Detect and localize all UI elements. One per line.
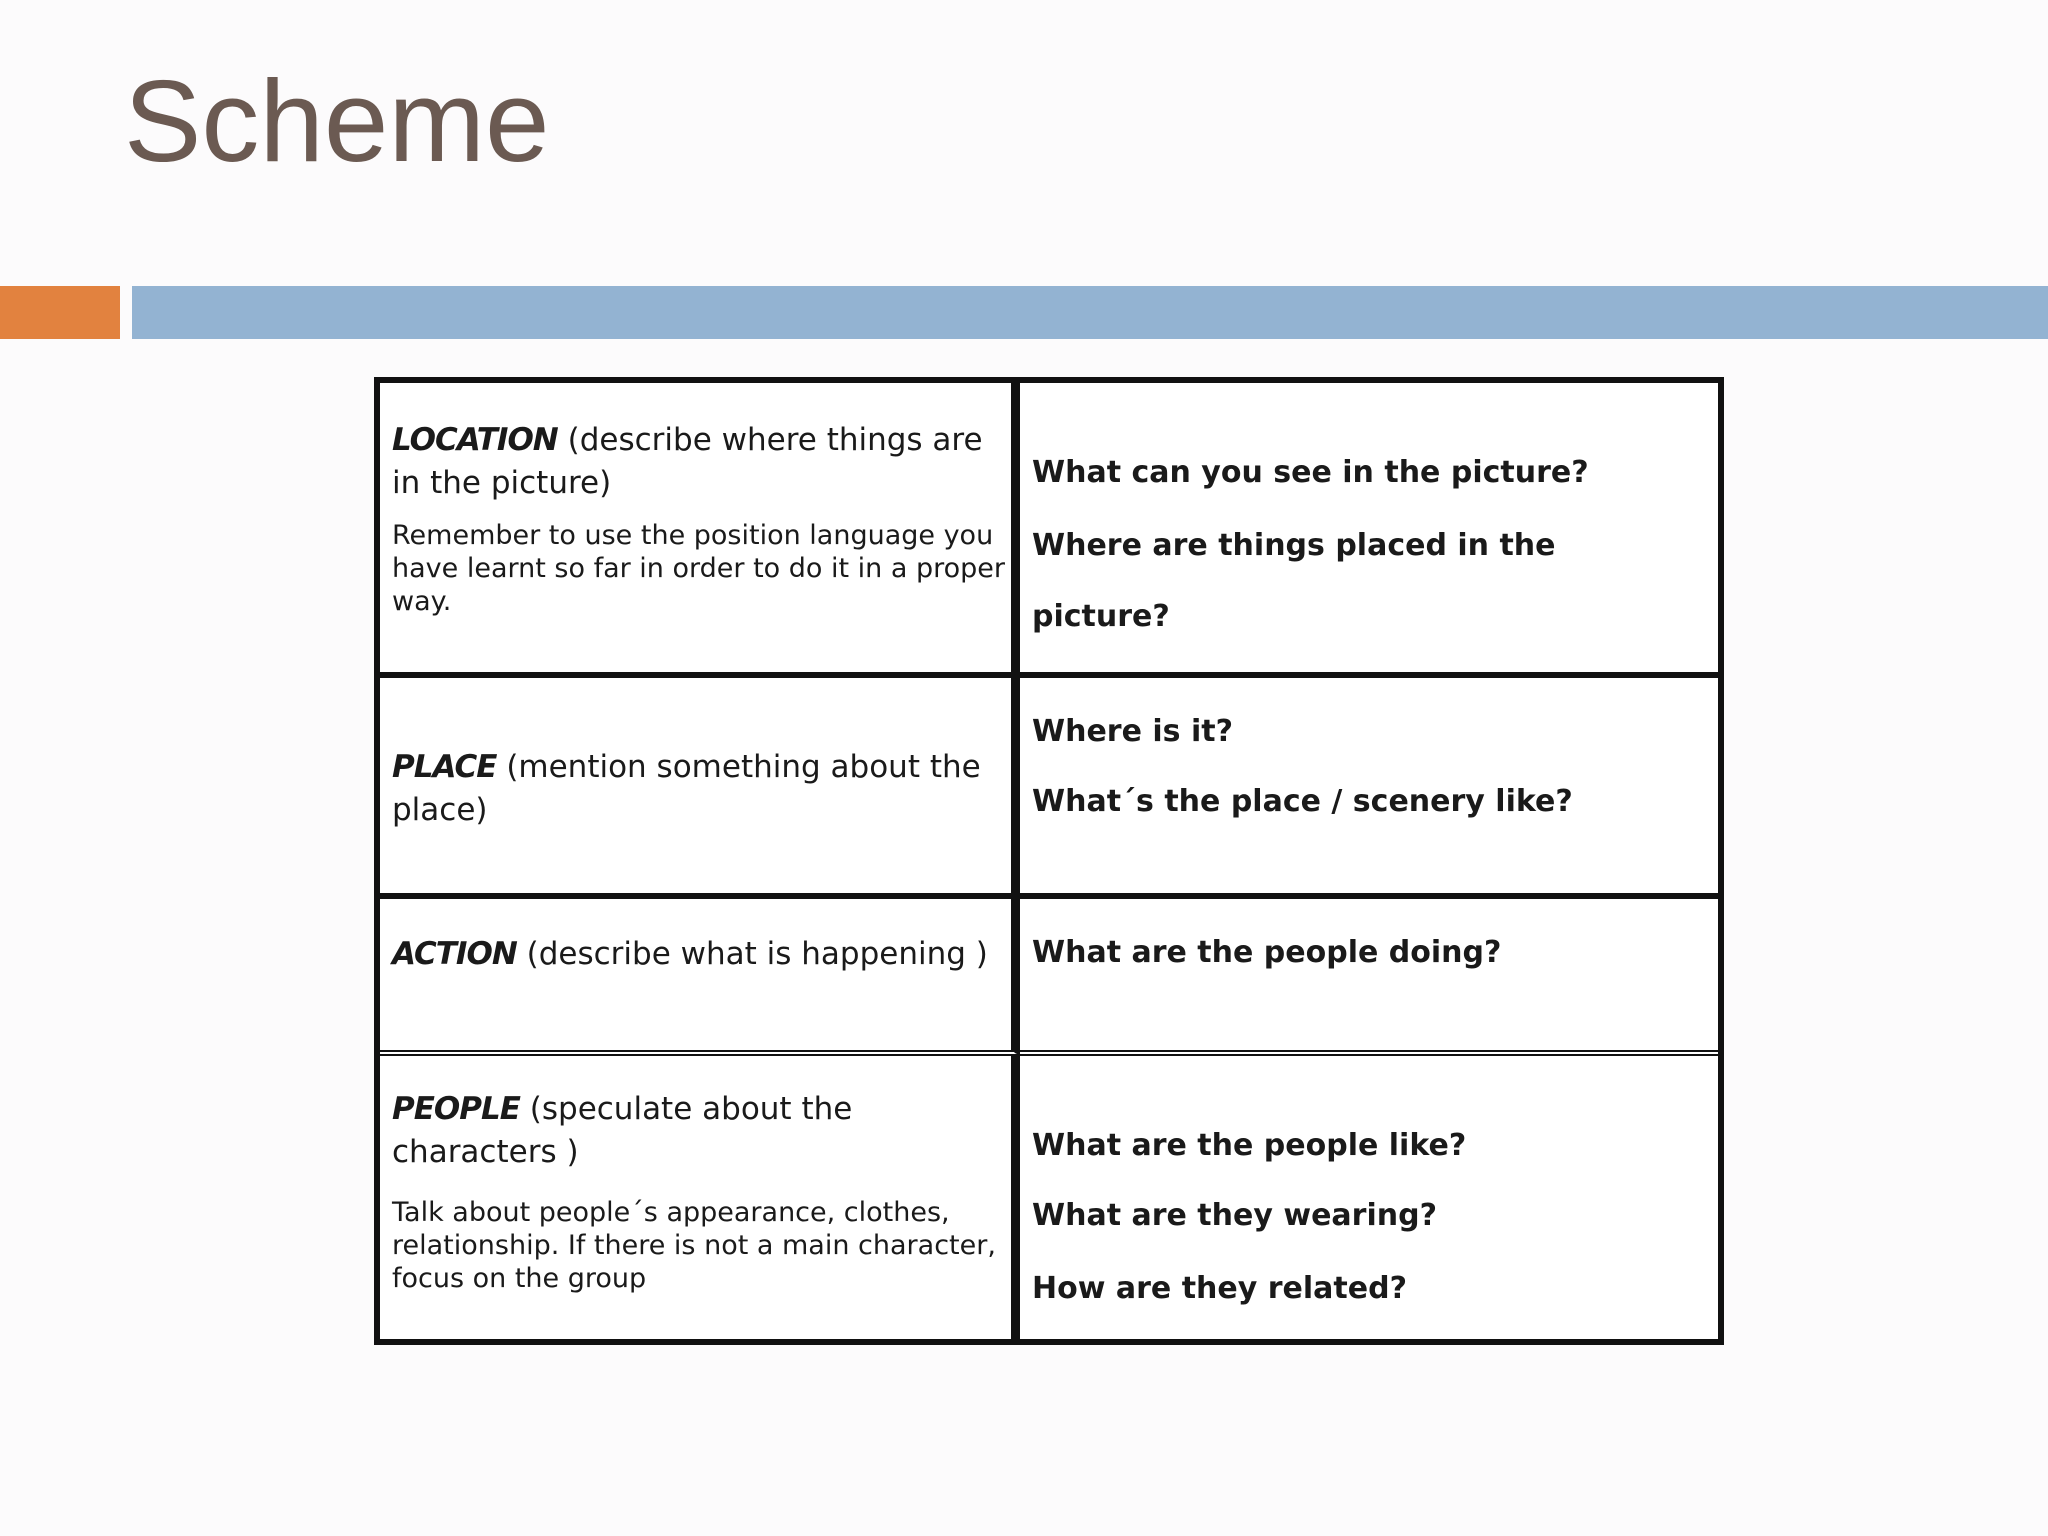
keyword-place: PLACE xyxy=(392,749,497,785)
question: What are they wearing? xyxy=(1032,1198,1437,1233)
question: Where are things placed in the xyxy=(1032,528,1556,563)
question: How are they related? xyxy=(1032,1271,1407,1306)
slide-title: Scheme xyxy=(124,56,550,186)
question: What can you see in the picture? xyxy=(1032,455,1589,490)
cell-heading xyxy=(392,1088,1011,1174)
table-cell-location-questions xyxy=(1020,383,1718,678)
note-location: Remember to use the position language you have learnt so far in order to do it in a proper way. xyxy=(392,520,1006,617)
table-cell-place xyxy=(380,678,1020,899)
table-cell-place-questions xyxy=(1020,678,1718,899)
cell-heading xyxy=(392,419,1011,505)
description-location: (describe where things are in the picture) xyxy=(392,422,983,501)
table-cell-people xyxy=(380,1056,1020,1339)
table-cell-location xyxy=(380,383,1020,678)
cell-heading xyxy=(392,746,1011,832)
question: What are the people doing? xyxy=(1032,935,1502,970)
description-place: (mention something about the place) xyxy=(392,749,981,828)
table-cell-action xyxy=(380,899,1020,1056)
keyword-action: ACTION xyxy=(392,936,517,972)
keyword-location: LOCATION xyxy=(392,422,558,458)
scheme-table xyxy=(374,377,1724,1345)
description-action: (describe what is happening ) xyxy=(526,936,988,972)
accent-bar-orange xyxy=(0,286,120,339)
question: picture? xyxy=(1032,599,1170,634)
table-cell-action-questions xyxy=(1020,899,1718,1056)
question: What are the people like? xyxy=(1032,1128,1467,1163)
table-cell-people-questions xyxy=(1020,1056,1718,1339)
question: Where is it? xyxy=(1032,714,1233,749)
note-people: Talk about people´s appearance, clothes, relationship. If there is not a main character, focus on the group xyxy=(392,1197,996,1294)
description-people: (speculate about the characters ) xyxy=(392,1091,853,1170)
question: What´s the place / scenery like? xyxy=(1032,784,1573,819)
keyword-people: PEOPLE xyxy=(392,1091,520,1127)
accent-bar-blue xyxy=(132,286,2048,339)
cell-heading xyxy=(392,933,1011,976)
